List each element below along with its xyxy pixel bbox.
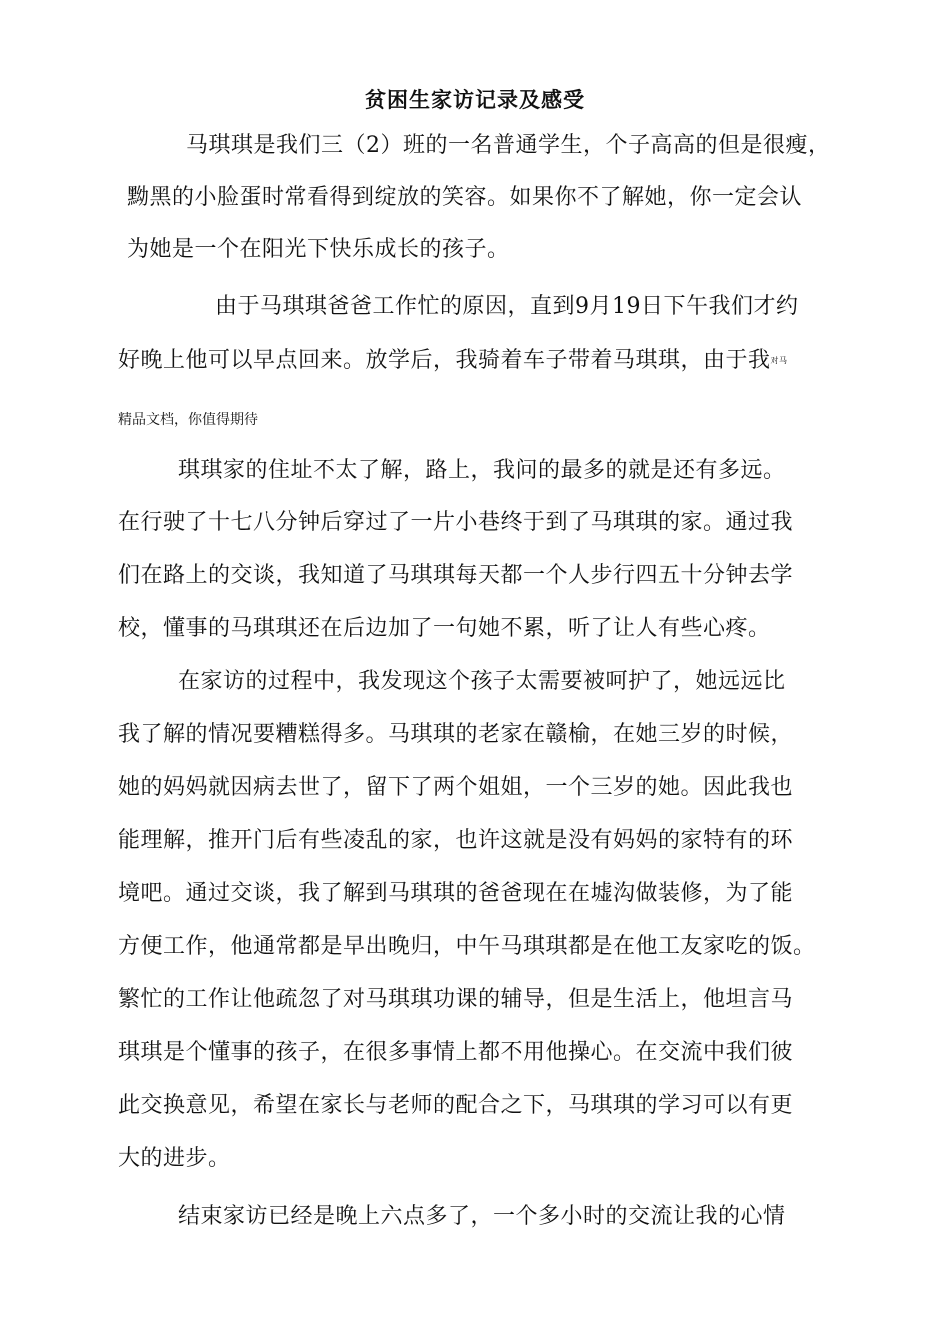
- paragraph-line: 为她是一个在阳光下快乐成长的孩子。: [127, 237, 510, 262]
- watermark-note: 精品文档，你值得期待: [118, 412, 258, 428]
- paragraph-line: 方便工作，他通常都是早出晚归，中午马琪琪都是在他工友家吃的饭。: [118, 934, 816, 959]
- paragraph-line: 在家访的过程中，我发现这个孩子太需要被呵护了，她远远比: [178, 669, 786, 694]
- small-inline-text: 对马: [770, 356, 788, 365]
- paragraph-line: 我了解的情况要糟糕得多。马琪琪的老家在赣榆，在她三岁的时候，: [118, 722, 794, 747]
- paragraph-line-text: 好晚上他可以早点回来。放学后，我骑着车子带着马琪琪，由于我: [118, 348, 771, 373]
- paragraph-line: 大的进步。: [118, 1146, 231, 1171]
- paragraph-line: 能理解，推开门后有些凌乱的家，也许这就是没有妈妈的家特有的环: [118, 828, 794, 853]
- paragraph-line: [118, 346, 788, 376]
- paragraph-line: 此交换意见，希望在家长与老师的配合之下，马琪琪的学习可以有更: [118, 1093, 794, 1118]
- paragraph-line: 们在路上的交谈，我知道了马琪琪每天都一个人步行四五十分钟去学: [118, 563, 794, 588]
- paragraph-line: 结束家访已经是晚上六点多了，一个多小时的交流让我的心情: [178, 1204, 786, 1229]
- paragraph-line: 黝黑的小脸蛋时常看得到绽放的笑容。如果你不了解她，你一定会认: [127, 185, 803, 210]
- paragraph-line: 她的妈妈就因病去世了，留下了两个姐姐，一个三岁的她。因此我也: [118, 775, 794, 800]
- paragraph-line: 琪琪家的住址不太了解，路上，我问的最多的就是还有多远。: [178, 458, 786, 483]
- paragraph-line: 在行驶了十七八分钟后穿过了一片小巷终于到了马琪琪的家。通过我: [118, 510, 794, 535]
- paragraph-line: 琪琪是个懂事的孩子，在很多事情上都不用他操心。在交流中我们彼: [118, 1040, 794, 1065]
- paragraph-line: 由于马琪琪爸爸工作忙的原因，直到9月19日下午我们才约: [215, 294, 799, 319]
- paragraph-line: 繁忙的工作让他疏忽了对马琪琪功课的辅导，但是生活上，他坦言马: [118, 987, 794, 1012]
- paragraph-line: 境吧。通过交谈，我了解到马琪琪的爸爸现在在墟沟做装修，为了能: [118, 881, 794, 906]
- paragraph-line: 校，懂事的马琪琪还在后边加了一句她不累，听了让人有些心疼。: [118, 616, 771, 641]
- paragraph-line: 马琪琪是我们三（2）班的一名普通学生，个子高高的但是很瘦，: [186, 133, 831, 158]
- page-title: 贫困生家访记录及感受: [365, 88, 585, 112]
